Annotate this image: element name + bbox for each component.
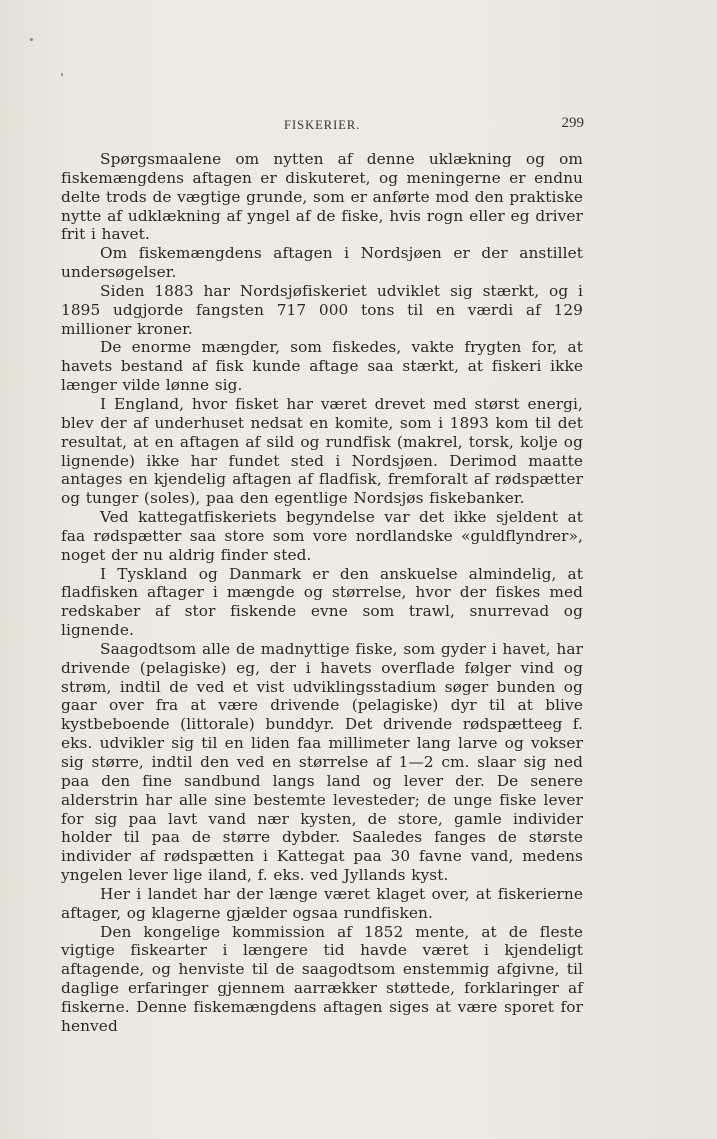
paragraph: Spørgsmaalene om nytten af denne uklækning og om fiskemængdens aftagen er diskuteret, og meningerne er endnu delte trods de vægtige grunde, som er anførte mod den praktiske nytte af udklækning af yngel af de fiske, hvis rogn eller eg driver frit i havet. (61, 150, 583, 244)
running-title: FISKERIER. (284, 118, 361, 132)
body-text (61, 150, 583, 1036)
paragraph: Om fiskemængdens aftagen i Nordsjøen er der anstillet undersøgelser. (61, 244, 583, 282)
paper-speck (30, 38, 33, 41)
paragraph: I Tyskland og Danmark er den anskuelse almindelig, at fladfisken aftager i mængde og størrelse, hvor der fiskes med redskaber af stor fiskende evne som trawl, snurrevad og lignende. (61, 564, 583, 640)
paragraph: Saagodtsom alle de madnyttige fiske, som gyder i havet, har drivende (pelagiske) eg, der i havets overflade følger vind og strøm, indtil de ved et vist udviklingsstadium søger bunden og gaar over fra at være drivende (pelagiske) dyr til at blive kystbeboende (littorale) bunddyr. Det drivende rødspætteeg f. eks. udvikler sig til en liden faa millimeter lang larve og vokser sig større, indtil den ved en størrelse af 1—2 cm. slaar sig ned paa den fine sandbund langs land og lever der. De senere alderstrin har alle sine bestemte levesteder; de unge fiske lever for sig paa lavt vand nær kysten, de store, gamle individer holder til paa de større dybder. Saaledes fanges de største individer af rødspætten i Kattegat paa 30 favne vand, medens yngelen lever lige iland, f. eks. ved Jyllands kyst. (61, 639, 583, 885)
page-number: 299 (561, 115, 584, 131)
paragraph: Siden 1883 har Nordsjøfiskeriet udviklet sig stærkt, og i 1895 udgjorde fangsten 717 000 tons til en værdi af 129 millioner kroner. (61, 281, 583, 338)
paragraph: De enorme mængder, som fiskedes, vakte frygten for, at havets bestand af fisk kunde aftage saa stærkt, at fiskeri ikke længer vilde lønne sig. (61, 338, 583, 395)
paper-speck (61, 73, 63, 76)
paragraph: Her i landet har der længe været klaget over, at fiskerierne aftager, og klagerne gjælder ogsaa rundfisken. (61, 884, 583, 922)
paragraph: Den kongelige kommission af 1852 mente, at de fleste vigtige fiskearter i længere tid havde været i kjendeligt aftagende, og henviste til de saagodtsom enstemmig afgivne, til daglige erfaringer gjennem aarrækker støttede, forklaringer af fiskerne. Denne fiskemængdens aftagen siges at være sporet for henved (61, 922, 583, 1035)
page-header (88, 115, 584, 138)
paragraph: Ved kattegatfiskeriets begyndelse var det ikke sjeldent at faa rødspætter saa store som vore nordlandske «guldflyndrer», noget der nu aldrig finder sted. (61, 508, 583, 564)
paragraph: I England, hvor fisket har været drevet med størst energi, blev der af underhuset nedsat en komite, som i 1893 kom til det resultat, at en aftagen af sild og rundfisk (makrel, torsk, kolje og lignende) ikke har fundet sted i Nordsjøen. Derimod maatte antages en kjendelig aftagen af fladfisk, fremforalt af rødspætter og tunger (soles), paa den egentlige Nordsjøs fiskebanker. (61, 394, 583, 508)
